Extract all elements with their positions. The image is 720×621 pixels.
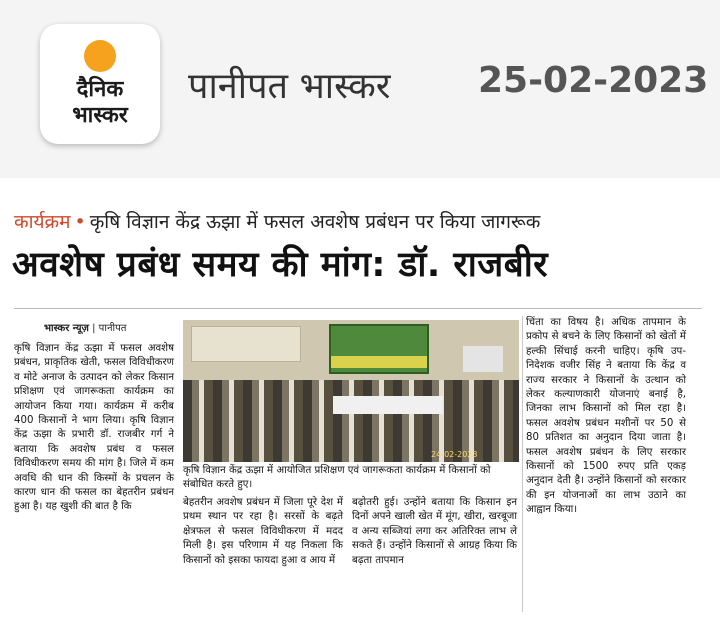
dainik-bhaskar-logo <box>40 24 160 144</box>
photo-date-stamp: 24-02-2023 <box>431 450 478 459</box>
divider <box>14 308 702 309</box>
byline-place: पानीपत <box>98 323 127 334</box>
photo-banner-center <box>329 324 429 374</box>
article-column-1: कृषि विज्ञान केंद्र ऊझा में फसल अवशेष प्रबंधन, प्राकृतिक खेती, फसल विविधीकरण व मोटे अनाज के उत्पादन को लेकर किसान प्रशिक्षण एवं जागरूकता कार्यक्रम का आयोजन किया गया। कार्यक्रम में करीब 400 किसानों ने भाग लिया। कृषि विज्ञान केंद्र ऊझा के प्रभारी डॉ. राजबीर गर्ग ने बताया कि अवशेष प्रबंध व फसल विविधीकरण समय की मांग है। जिले में कम अवधि की धान की किस्मों के प्रचलन के कारण धान की फसल का बेहतरीन प्रबंधन हुआ है। यह खुशी की बात है कि <box>14 343 174 513</box>
logo-text-line2: भास्कर <box>72 103 128 128</box>
edition-title: पानीपत भास्कर <box>188 66 391 107</box>
article-column-3: बढ़ोतरी हुई। उन्होंने बताया कि किसान इन दिनों अपने खाली खेत में मूंग, खीरा, खरबूजा व अन्य सब्जियां लगा कर अतिरिक्त लाभ ले सकते हैं। उन्होंने किसानों से आग्रह किया कि बढ़ता तापमान <box>352 497 517 566</box>
logo-text-line1: दैनिक <box>76 77 124 102</box>
bullet-icon: • <box>74 211 86 233</box>
article-column-4: चिंता का विषय है। अधिक तापमान के प्रकोप से बचने के लिए किसानों को खेतों में हल्की सिंचाई करनी चाहिए। कृषि उप-निदेशक वजीर सिंह ने बताया कि केंद्र व राज्य सरकार ने किसानों के उत्थान को लेकर कल्याणकारी योजनाएं बनाई है, जिनका लाभ किसानों को मिल रहा है। फसल अवशेष प्रबंधन मशीनों पर 50 से 80 प्रतिशत का अनुदान दिया जाता है। फसल अवशेष प्रबंधन के लिए सरकार किसानों को 1500 रुपए प्रति एकड़ अनुदान देती है। उन्होंने किसानों को सरकार की इन योजनाओं का लाभ उठाने का आह्वान किया। <box>526 317 686 516</box>
publication-date: 25-02-2023 <box>478 60 709 101</box>
byline-source: भास्कर न्यूज़ <box>44 323 89 334</box>
kicker-text: कृषि विज्ञान केंद्र ऊझा में फसल अवशेष प्रबंधन पर किया जागरूक <box>89 211 541 233</box>
article-column-2: बेहतरीन अवशेष प्रबंधन में जिला पूरे देश में प्रथम स्थान पर रहा है। सरसों के बढ़ते क्षेत्रफल से फसल विविधीकरण में मदद मिली है। इस परिणाम में यह निकला कि किसानों को इसका फायदा हुआ व आय में <box>183 497 343 566</box>
photo-caption: कृषि विज्ञान केंद्र ऊझा में आयोजित प्रशिक्षण एवं जागरूकता कार्यक्रम में किसानों को संबोधित करते हुए। <box>183 465 491 490</box>
header-band <box>0 0 720 178</box>
byline: भास्कर न्यूज़ | पानीपत <box>44 323 127 334</box>
event-photo <box>183 320 519 462</box>
column-divider <box>522 316 523 612</box>
photo-banner-left <box>191 326 301 362</box>
article-headline: अवशेष प्रबंध समय की मांग: डॉ. राजबीर <box>12 245 549 285</box>
newspaper-clipping <box>0 178 720 621</box>
kicker-line <box>14 208 540 234</box>
sun-icon <box>84 40 116 72</box>
kicker-label: कार्यक्रम <box>14 211 71 233</box>
